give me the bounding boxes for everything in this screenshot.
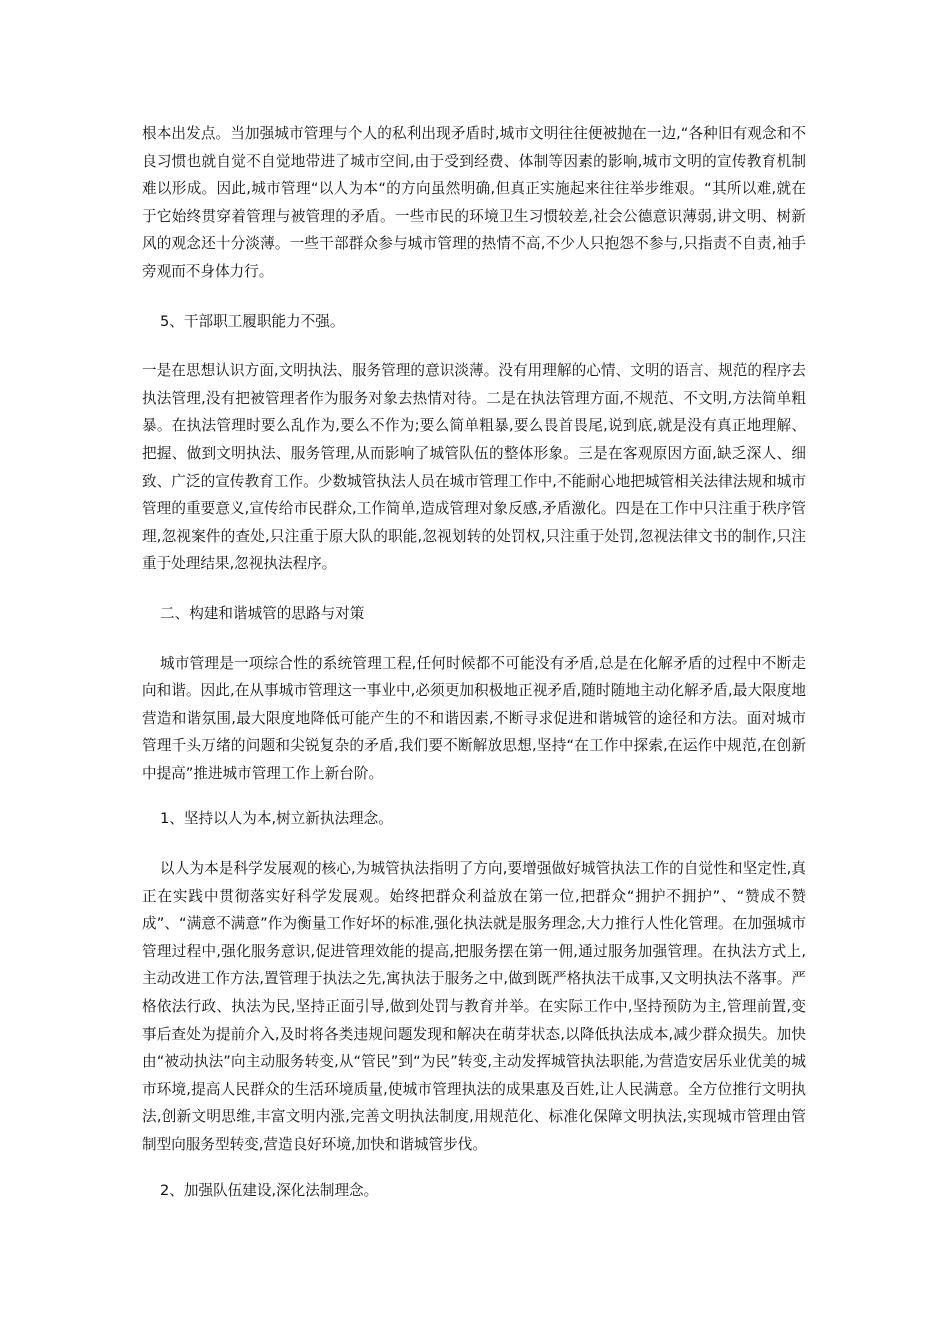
document-page [142, 120, 806, 1204]
section-heading: 1、坚持以人为本,树立新执法理念。 [160, 810, 393, 828]
paragraph-spacer [142, 628, 806, 650]
body-paragraph: 一是在思想认识方面,文明执法、服务管理的意识淡薄。没有用理解的心情、文明的语言、规范的程序去执法管理,没有把被管理者作为服务对象去热情对待。二是在执法管理方面,不规范、不文明,方法简单粗暴。在执法管理时要么乱作为,要么不作为;要么简单粗暴,要么畏首畏尾,说到底,就是没有真正地理解、把握、做到文明执法、服务管理,从而影响了城管队伍的整体形象。三是在客观原因方面,缺乏深人、细致、广泛的宣传教育工作。少数城管执法人员在城市管理工作中,不能耐心地把城管相关法律法规和城市管理的重要意义,宣传给市民群众,工作简单,造成管理对象反感,矛盾激化。四是在工作中只注重于秩序管理,忽视案件的查处,只注重于原大队的职能,忽视划转的处罚权,只注重于处罚,忽视法律文书的制作,只注重于处理结果,忽视执法程序。 [142, 362, 806, 573]
section-heading: 二、构建和谐城管的思路与对策 [160, 604, 365, 622]
paragraph-spacer [142, 833, 806, 855]
section-heading: 5、干部职工履职能力不强。 [160, 312, 345, 330]
paragraph-spacer [142, 1159, 806, 1177]
paragraph-spacer [142, 578, 806, 600]
paragraph-spacer [142, 335, 806, 357]
section-heading: 2、加强队伍建设,深化法制理念。 [160, 1181, 379, 1199]
body-paragraph: 城市管理是一项综合性的系统管理工程,任何时候都不可能没有矛盾,总是在化解矛盾的过程中不断走向和谐。因此,在从事城市管理这一事业中,必须更加积极地正视矛盾,随时随地主动化解矛盾,最大限度地营造和谐氛围,最大限度地降低可能产生的不和谐因素,不断寻求促进和谐城管的途径和方法。面对城市管理千头万绪的问题和尖锐复杂的矛盾,我们要不断解放思想,坚持“在工作中探索,在运作中规范,在创新中提高”推进城市管理工作上新台阶。 [142, 654, 806, 782]
body-paragraph: 根本出发点。当加强城市管理与个人的私利出现矛盾时,城市文明往往便被抛在一边,“各种旧有观念和不良习惯也就自觉不自觉地带进了城市空间,由于受到经费、体制等因素的影响,城市文明的宣传教育机制难以形成。因此,城市管理“以人为本“的方向虽然明确,但真正实施起来往往举步维艰。“其所以难,就在于它始终贯穿着管理与被管理的矛盾。一些市民的环境卫生习惯较差,社会公德意识薄弱,讲文明、树新风的观念还十分淡薄。一些干部群众参与城市管理的热情不高,不少人只抱怨不参与,只指责不自责,袖手旁观而不身体力行。 [142, 125, 806, 280]
body-paragraph: 以人为本是科学发展观的核心,为城管执法指明了方向,要增强做好城管执法工作的自觉性和坚定性,真正在实践中贯彻落实好科学发展观。始终把群众利益放在第一位,把群众“拥护不拥护”、“赞成不赞成”、“满意不满意”作为衡量工作好坏的标准,强化执法就是服务理念,大力推行人性化管理。在加强城市管理过程中,强化服务意识,促进管理效能的提高,把服务摆在第一佣,通过服务加强管理。在执法方式上,主动改进工作方法,置管理于执法之先,寓执法于服务之中,做到既严格执法干成事,又文明执法不落事。严格依法行政、执法为民,坚持正面引导,做到处罚与教育并举。在实际工作中,坚持预防为主,管理前置,变事后查处为提前介入,及时将各类违规问题发现和解决在萌芽状态,以降低执法成本,减少群众损失。加快由“被动执法”向主动服务转变,从“管民”到“为民”转变,主动发挥城管执法职能,为营造安居乐业优美的城市环境,提高人民群众的生活环境质量,使城市管理执法的成果惠及百姓,让人民满意。全方位推行文明执法,创新文明思维,丰富文明内涨,完善文明执法制度,用规范化、标准化保障文明执法,实现城市管理由管制型向服务型转变,营造良好环境,加快和谐城管步伐。 [142, 860, 806, 1153]
paragraph-spacer [142, 286, 806, 308]
paragraph-spacer [142, 787, 806, 805]
